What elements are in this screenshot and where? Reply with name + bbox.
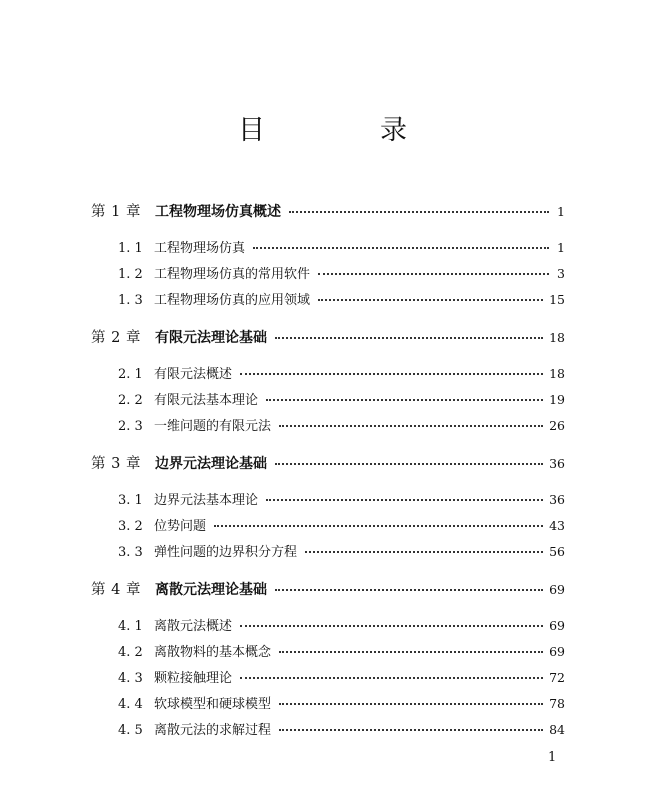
section-number: 4. 4 xyxy=(118,697,143,712)
toc-section-4-3[interactable] xyxy=(118,668,565,688)
toc-chapter-4[interactable] xyxy=(91,580,565,600)
section-number: 2. 2 xyxy=(118,393,143,408)
section-number: 1. 2 xyxy=(118,267,143,282)
chapter-title: 工程物理场仿真概述 xyxy=(155,204,281,220)
section-title: 位势问题 xyxy=(154,519,207,534)
toc-section-2-1[interactable] xyxy=(118,364,565,384)
section-title: 离散元法的求解过程 xyxy=(154,723,272,738)
dot-leader xyxy=(240,372,543,375)
dot-leader xyxy=(253,246,549,249)
section-number: 3. 3 xyxy=(118,545,143,560)
dot-leader xyxy=(318,272,549,275)
section-title: 弹性问题的边界积分方程 xyxy=(154,545,298,560)
dot-leader xyxy=(305,550,543,553)
toc-section-3-2[interactable] xyxy=(118,516,565,536)
section-page: 3 xyxy=(557,266,565,281)
toc-chapter-1[interactable] xyxy=(91,202,565,222)
section-page: 15 xyxy=(549,292,565,307)
dot-leader xyxy=(214,524,543,527)
toc-section-2-3[interactable] xyxy=(118,416,565,436)
chapter-page: 36 xyxy=(549,456,565,471)
section-title: 颗粒接触理论 xyxy=(154,671,233,686)
chapter-number: 第 2 章 xyxy=(91,330,141,346)
section-page: 43 xyxy=(549,518,565,533)
dot-leader xyxy=(279,650,543,653)
section-page: 18 xyxy=(549,366,565,381)
section-page: 1 xyxy=(557,240,565,255)
toc-section-1-2[interactable] xyxy=(118,264,565,284)
page-title: 目 录 xyxy=(238,115,451,146)
chapter-number: 第 1 章 xyxy=(91,204,141,220)
toc-section-4-2[interactable] xyxy=(118,642,565,662)
section-title: 离散元法概述 xyxy=(154,619,233,634)
dot-leader xyxy=(318,298,543,301)
section-page: 69 xyxy=(549,618,565,633)
section-title: 有限元法概述 xyxy=(154,367,233,382)
chapter-number: 第 4 章 xyxy=(91,582,141,598)
section-title: 工程物理场仿真 xyxy=(154,241,246,256)
dot-leader xyxy=(266,498,543,501)
toc-chapter-3[interactable] xyxy=(91,454,565,474)
section-page: 69 xyxy=(549,644,565,659)
dot-leader xyxy=(279,702,543,705)
section-number: 3. 1 xyxy=(118,493,143,508)
dot-leader xyxy=(289,210,549,213)
chapter-page: 18 xyxy=(549,330,565,345)
chapter-title: 有限元法理论基础 xyxy=(155,330,267,346)
section-title: 工程物理场仿真的应用领域 xyxy=(154,293,311,308)
section-number: 4. 1 xyxy=(118,619,143,634)
section-number: 1. 1 xyxy=(118,241,143,256)
page-number: 1 xyxy=(548,750,557,765)
toc-section-2-2[interactable] xyxy=(118,390,565,410)
chapter-title: 边界元法理论基础 xyxy=(155,456,267,472)
chapter-page: 1 xyxy=(557,204,565,219)
dot-leader xyxy=(275,336,543,339)
dot-leader xyxy=(279,424,543,427)
section-number: 4. 2 xyxy=(118,645,143,660)
section-page: 26 xyxy=(549,418,565,433)
section-number: 4. 3 xyxy=(118,671,143,686)
toc-section-1-1[interactable] xyxy=(118,238,565,258)
section-page: 19 xyxy=(549,392,565,407)
section-title: 边界元法基本理论 xyxy=(154,493,259,508)
section-number: 2. 1 xyxy=(118,367,143,382)
toc-section-4-4[interactable] xyxy=(118,694,565,714)
section-number: 2. 3 xyxy=(118,419,143,434)
section-page: 72 xyxy=(549,670,565,685)
toc-chapter-2[interactable] xyxy=(91,328,565,348)
section-number: 4. 5 xyxy=(118,723,143,738)
section-page: 78 xyxy=(549,696,565,711)
section-title: 有限元法基本理论 xyxy=(154,393,259,408)
dot-leader xyxy=(266,398,543,401)
section-title: 一维问题的有限元法 xyxy=(154,419,272,434)
toc-section-3-1[interactable] xyxy=(118,490,565,510)
section-page: 56 xyxy=(549,544,565,559)
dot-leader xyxy=(279,728,543,731)
dot-leader xyxy=(275,462,543,465)
section-number: 3. 2 xyxy=(118,519,143,534)
section-page: 84 xyxy=(549,722,565,737)
toc-section-1-3[interactable] xyxy=(118,290,565,310)
dot-leader xyxy=(275,588,543,591)
toc-section-4-5[interactable] xyxy=(118,720,565,740)
toc-section-4-1[interactable] xyxy=(118,616,565,636)
chapter-page: 69 xyxy=(549,582,565,597)
section-title: 工程物理场仿真的常用软件 xyxy=(154,267,311,282)
section-number: 1. 3 xyxy=(118,293,143,308)
section-page: 36 xyxy=(549,492,565,507)
chapter-number: 第 3 章 xyxy=(91,456,141,472)
dot-leader xyxy=(240,624,543,627)
dot-leader xyxy=(240,676,543,679)
section-title: 离散物料的基本概念 xyxy=(154,645,272,660)
chapter-title: 离散元法理论基础 xyxy=(155,582,267,598)
toc-section-3-3[interactable] xyxy=(118,542,565,562)
section-title: 软球模型和硬球模型 xyxy=(154,697,272,712)
